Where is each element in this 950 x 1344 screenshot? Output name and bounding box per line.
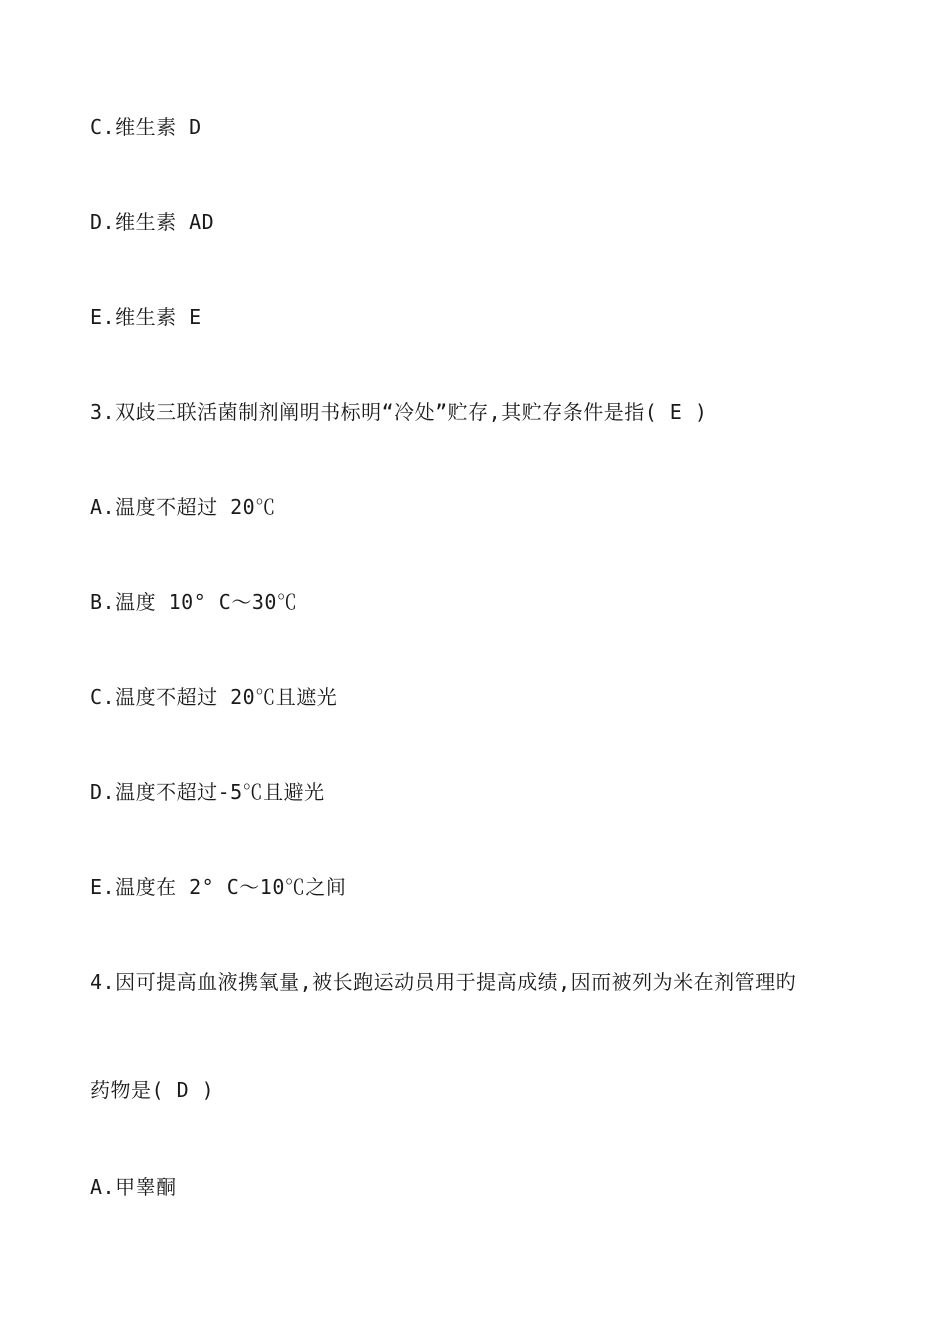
option-c-q3: C.温度不超过 20℃且遮光 xyxy=(90,685,338,709)
option-c-q2: C.维生素 D xyxy=(90,115,202,139)
option-d-q3: D.温度不超过-5℃且避光 xyxy=(90,780,325,804)
question-4-line-1: 4.因可提高血液携氧量,被长跑运动员用于提高成绩,因而被列为米在剂管理旳 xyxy=(90,970,797,994)
question-4-line-2: 药物是( D ) xyxy=(90,1078,215,1102)
option-a-q4: A.甲睾酮 xyxy=(90,1175,177,1199)
option-e-q2: E.维生素 E xyxy=(90,305,202,329)
question-3: 3.双歧三联活菌制剂阐明书标明“冷处”贮存,其贮存条件是指( E ) xyxy=(90,400,708,424)
option-d-q2: D.维生素 AD xyxy=(90,210,215,234)
option-a-q3: A.温度不超过 20℃ xyxy=(90,495,276,519)
option-e-q3: E.温度在 2° C～10℃之间 xyxy=(90,875,347,899)
option-b-q3: B.温度 10° C～30℃ xyxy=(90,590,298,614)
